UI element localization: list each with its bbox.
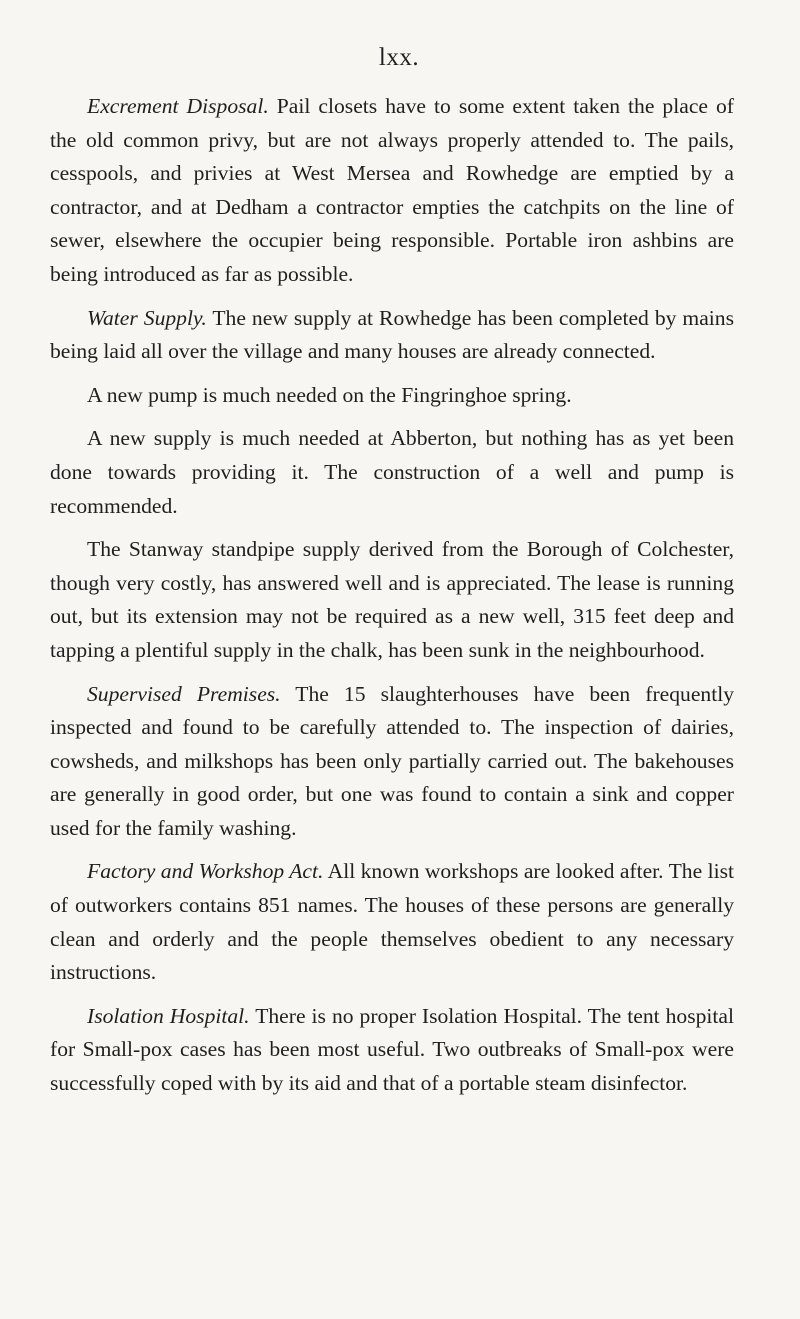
paragraph-supervised-premises (50, 678, 734, 846)
paragraph-text: Pail closets have to some extent taken the place of the old common privy, but are not always properly attended to. The pails, cesspools, and privies at West Mersea and Rowhedge are emptied by a contractor, and at Dedham a contractor empties the catchpits on the line of sewer, elsewhere the occupier being responsible. Portable iron ashbins are being introduced as far as possible. (50, 94, 734, 286)
paragraph-water-supply (50, 302, 734, 369)
paragraph-abberton-supply (50, 422, 734, 523)
paragraph-text: All known workshops are looked after. The list of outworkers contains 851 names. The houses of these persons are generally clean and orderly and the people themselves obedient to any necessary instructions. (50, 859, 735, 985)
paragraph-fingringhoe-pump (50, 379, 734, 413)
paragraph-heading: Isolation Hospital. (87, 1003, 250, 1028)
paragraph-excrement-disposal (50, 90, 734, 292)
paragraph-heading: Excrement Disposal. (87, 94, 269, 118)
paragraph-stanway-standpipe (50, 533, 734, 667)
paragraph-text: The 15 slaughterhouses have been frequently inspected and found to be carefully attended to. The inspection of dairies, cowsheds, and milkshops has been only partially carried out. The bakehouses are generally in good order, but one was found to contain a sink and copper used for the family washing. (50, 681, 735, 840)
paragraph-text: The new supply at Rowhedge has been completed by mains being laid all over the village and many houses are already connected. (50, 305, 734, 364)
paragraph-isolation-hospital (50, 1000, 734, 1101)
paragraph-text: A new pump is much needed on the Fingringhoe spring. (87, 382, 572, 407)
paragraph-heading: Water Supply. (87, 305, 207, 330)
paragraph-text: There is no proper Isolation Hospital. The tent hospital for Small-pox cases has been most useful. Two outbreaks of Small-pox were successfully coped with by its aid and that of a portable steam disinfector. (50, 1003, 734, 1096)
paragraph-text: The Stanway standpipe supply derived from the Borough of Colchester, though very costly, has answered well and is appreciated. The lease is running out, but its extension may not be required as a new well, 315 feet deep and tapping a plentiful supply in the chalk, has been sunk in the neighbourhood. (50, 537, 734, 662)
paragraph-text: A new supply is much needed at Abberton, but nothing has as yet been done towards providing it. The construction of a well and pump is recommended. (50, 426, 734, 518)
paragraph-heading: Factory and Workshop Act. (87, 859, 324, 884)
paragraph-heading: Supervised Premises. (87, 681, 281, 706)
page-number: lxx. (378, 44, 420, 71)
paragraph-factory-workshop-act (50, 855, 734, 989)
